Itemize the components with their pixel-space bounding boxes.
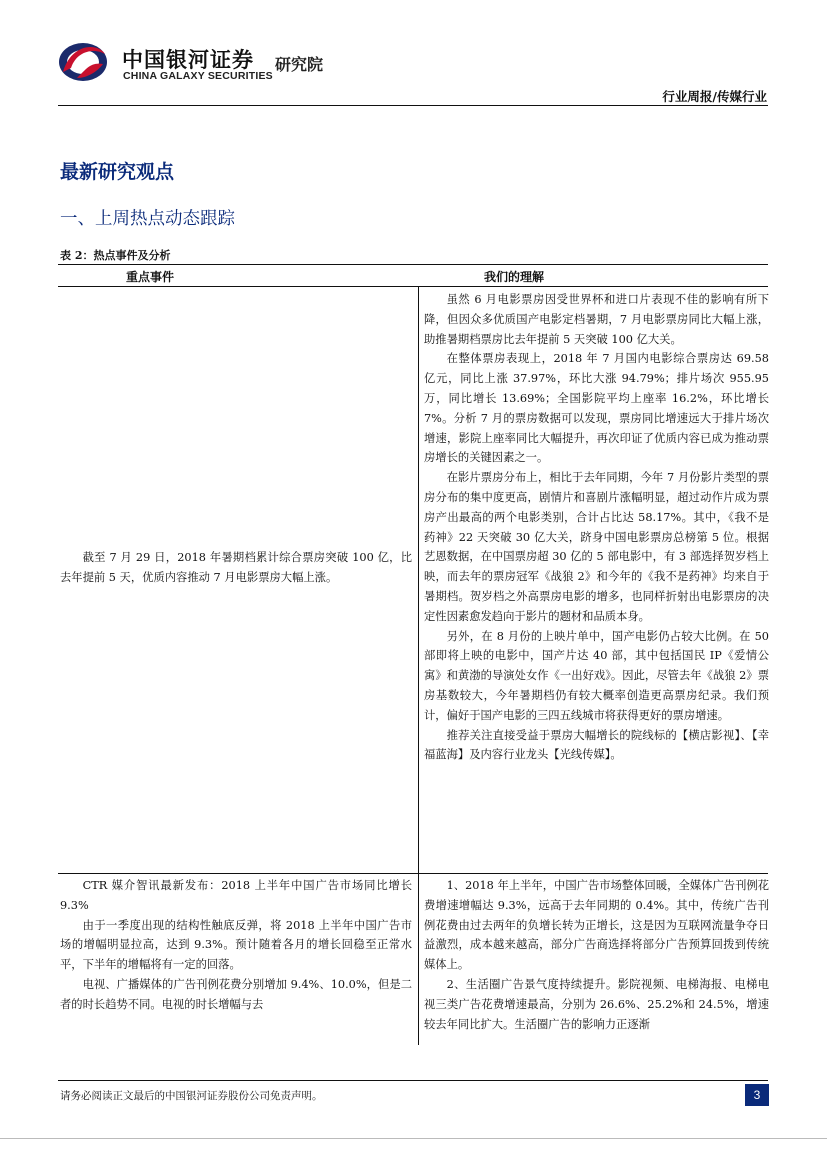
table-row-1-event bbox=[60, 548, 412, 588]
analysis-paragraph: 2、生活圈广告景气度持续提升。影院视频、电梯海报、电梯电视三类广告花费增速最高，分别为 26.6%、25.2%和 24.5%，增速较去年同比扩大。生活圈广告的影响力正逐渐 bbox=[424, 977, 769, 1031]
analysis-paragraph: 1、2018 年上半年，中国广告市场整体回暖，全媒体广告刊例花费增速增幅达 9.3%，远高于去年同期的 0.4%。其中，传统广告刊例花费由过去两年的负增长转为正增长，这是因为互联网流量争夺日益激烈，成本越来越高，部分广告商选择将部分广告预算回拨到传统媒体上。 bbox=[424, 879, 769, 972]
footer-divider bbox=[58, 1080, 768, 1081]
column-header-understanding: 我们的理解 bbox=[484, 270, 545, 284]
table-header-rule bbox=[58, 286, 768, 287]
analysis-paragraph: 虽然 6 月电影票房因受世界杯和进口片表现不佳的影响有所下降，但因众多优质国产电影定档暑期，7 月电影票房同比大幅上涨，助推暑期档票房比去年提前 5 天突破 100 亿大关。 bbox=[424, 293, 769, 346]
page-edge-rule bbox=[0, 1138, 827, 1139]
institute-label: 研究院 bbox=[275, 55, 324, 74]
column-header-event: 重点事件 bbox=[126, 270, 175, 284]
event-paragraph: 由于一季度出现的结构性触底反弹，将 2018 上半年中国广告市场的增幅明显拉高，达到 9.3%。预计随着各月的增长回稳至正常水平，下半年的增幅将有一定的回落。 bbox=[60, 918, 412, 972]
analysis-paragraph: 在整体票房表现上，2018 年 7 月国内电影综合票房达 69.58 亿元，同比上涨 37.97%，环比大涨 94.79%；排片场次 955.95 万，同比增长 13.69%；全国影院平均上座率 16.2%，环比增长 7%。分析 7 月的票房数据可以发现，票房同比增速远大于排片场次增速，影院上座率同比大幅提升，再次印证了优质内容已成为推动票房增长的关键因素之一。 bbox=[424, 352, 769, 465]
table-row-2-event bbox=[60, 876, 412, 1015]
table-bottom-mask bbox=[58, 1045, 768, 1049]
table-top-rule bbox=[58, 264, 768, 265]
logo-chinese-name: 中国银河证券 bbox=[122, 48, 254, 72]
page-number: 3 bbox=[745, 1084, 769, 1106]
event-paragraph: CTR 媒介智讯最新发布：2018 上半年中国广告市场同比增长 9.3% bbox=[60, 879, 412, 912]
header-divider bbox=[58, 105, 768, 106]
logo-english-name: CHINA GALAXY SECURITIES bbox=[123, 70, 273, 82]
analysis-paragraph: 在影片票房分布上，相比于去年同期，今年 7 月份影片类型的票房分布的集中度更高，剧情片和喜剧片涨幅明显，超过动作片成为票房产出最高的两个电影类别，合计占比达 58.17%。其中，《我不是药神》22 天突破 30 亿大关，跻身中国电影票房总榜第 5 位。根据艺恩数据，在中国票房超 30 亿的 5 部电影中，有 3 部选择贺岁档上映，而去年的票房冠军《战狼 2》和今年的《我不是药神》均来自于暑期档。贺岁档之外高票房电影的增多，也同样折射出电影票房的决定性因素愈发趋向于影片的题材和品质本身。 bbox=[424, 471, 769, 623]
table-row-2-analysis bbox=[424, 876, 769, 1034]
footer-disclaimer: 请务必阅读正文最后的中国银河证券股份公司免责声明。 bbox=[60, 1090, 323, 1102]
analysis-paragraph: 推荐关注直接受益于票房大幅增长的院线标的【横店影视】、【幸福蓝海】及内容行业龙头【光线传媒】。 bbox=[424, 728, 769, 762]
event-paragraph: 截至 7 月 29 日，2018 年暑期档累计综合票房突破 100 亿，比去年提前 5 天，优质内容推动 7 月电影票房大幅上涨。 bbox=[60, 551, 412, 584]
galaxy-logo-icon bbox=[57, 38, 109, 86]
report-type: 行业周报/传媒行业 bbox=[662, 89, 767, 104]
table-title: 表 2：热点事件及分析 bbox=[60, 249, 171, 262]
page-title: 最新研究观点 bbox=[60, 161, 175, 183]
event-paragraph: 电视、广播媒体的广告刊例花费分别增加 9.4%、10.0%，但是二者的时长趋势不同。电视的时长增幅与去 bbox=[60, 977, 412, 1011]
table-row-divider bbox=[58, 873, 768, 874]
table-column-divider bbox=[418, 286, 419, 1046]
analysis-paragraph: 另外，在 8 月份的上映片单中，国产电影仍占较大比例。在 50 部即将上映的电影中，国产片达 40 部，其中包括国民 IP《爱情公寓》和黄渤的导演处女作《一出好戏》。因此，尽管去年《战狼 2》票房基数较大，今年暑期档仍有较大概率创造更高票房纪录。我们预计，偏好于国产电影的三四五线城市将获得更好的票房增速。 bbox=[424, 629, 769, 722]
table-row-1-analysis bbox=[424, 290, 769, 765]
section-heading: 一、上周热点动态跟踪 bbox=[60, 209, 235, 229]
